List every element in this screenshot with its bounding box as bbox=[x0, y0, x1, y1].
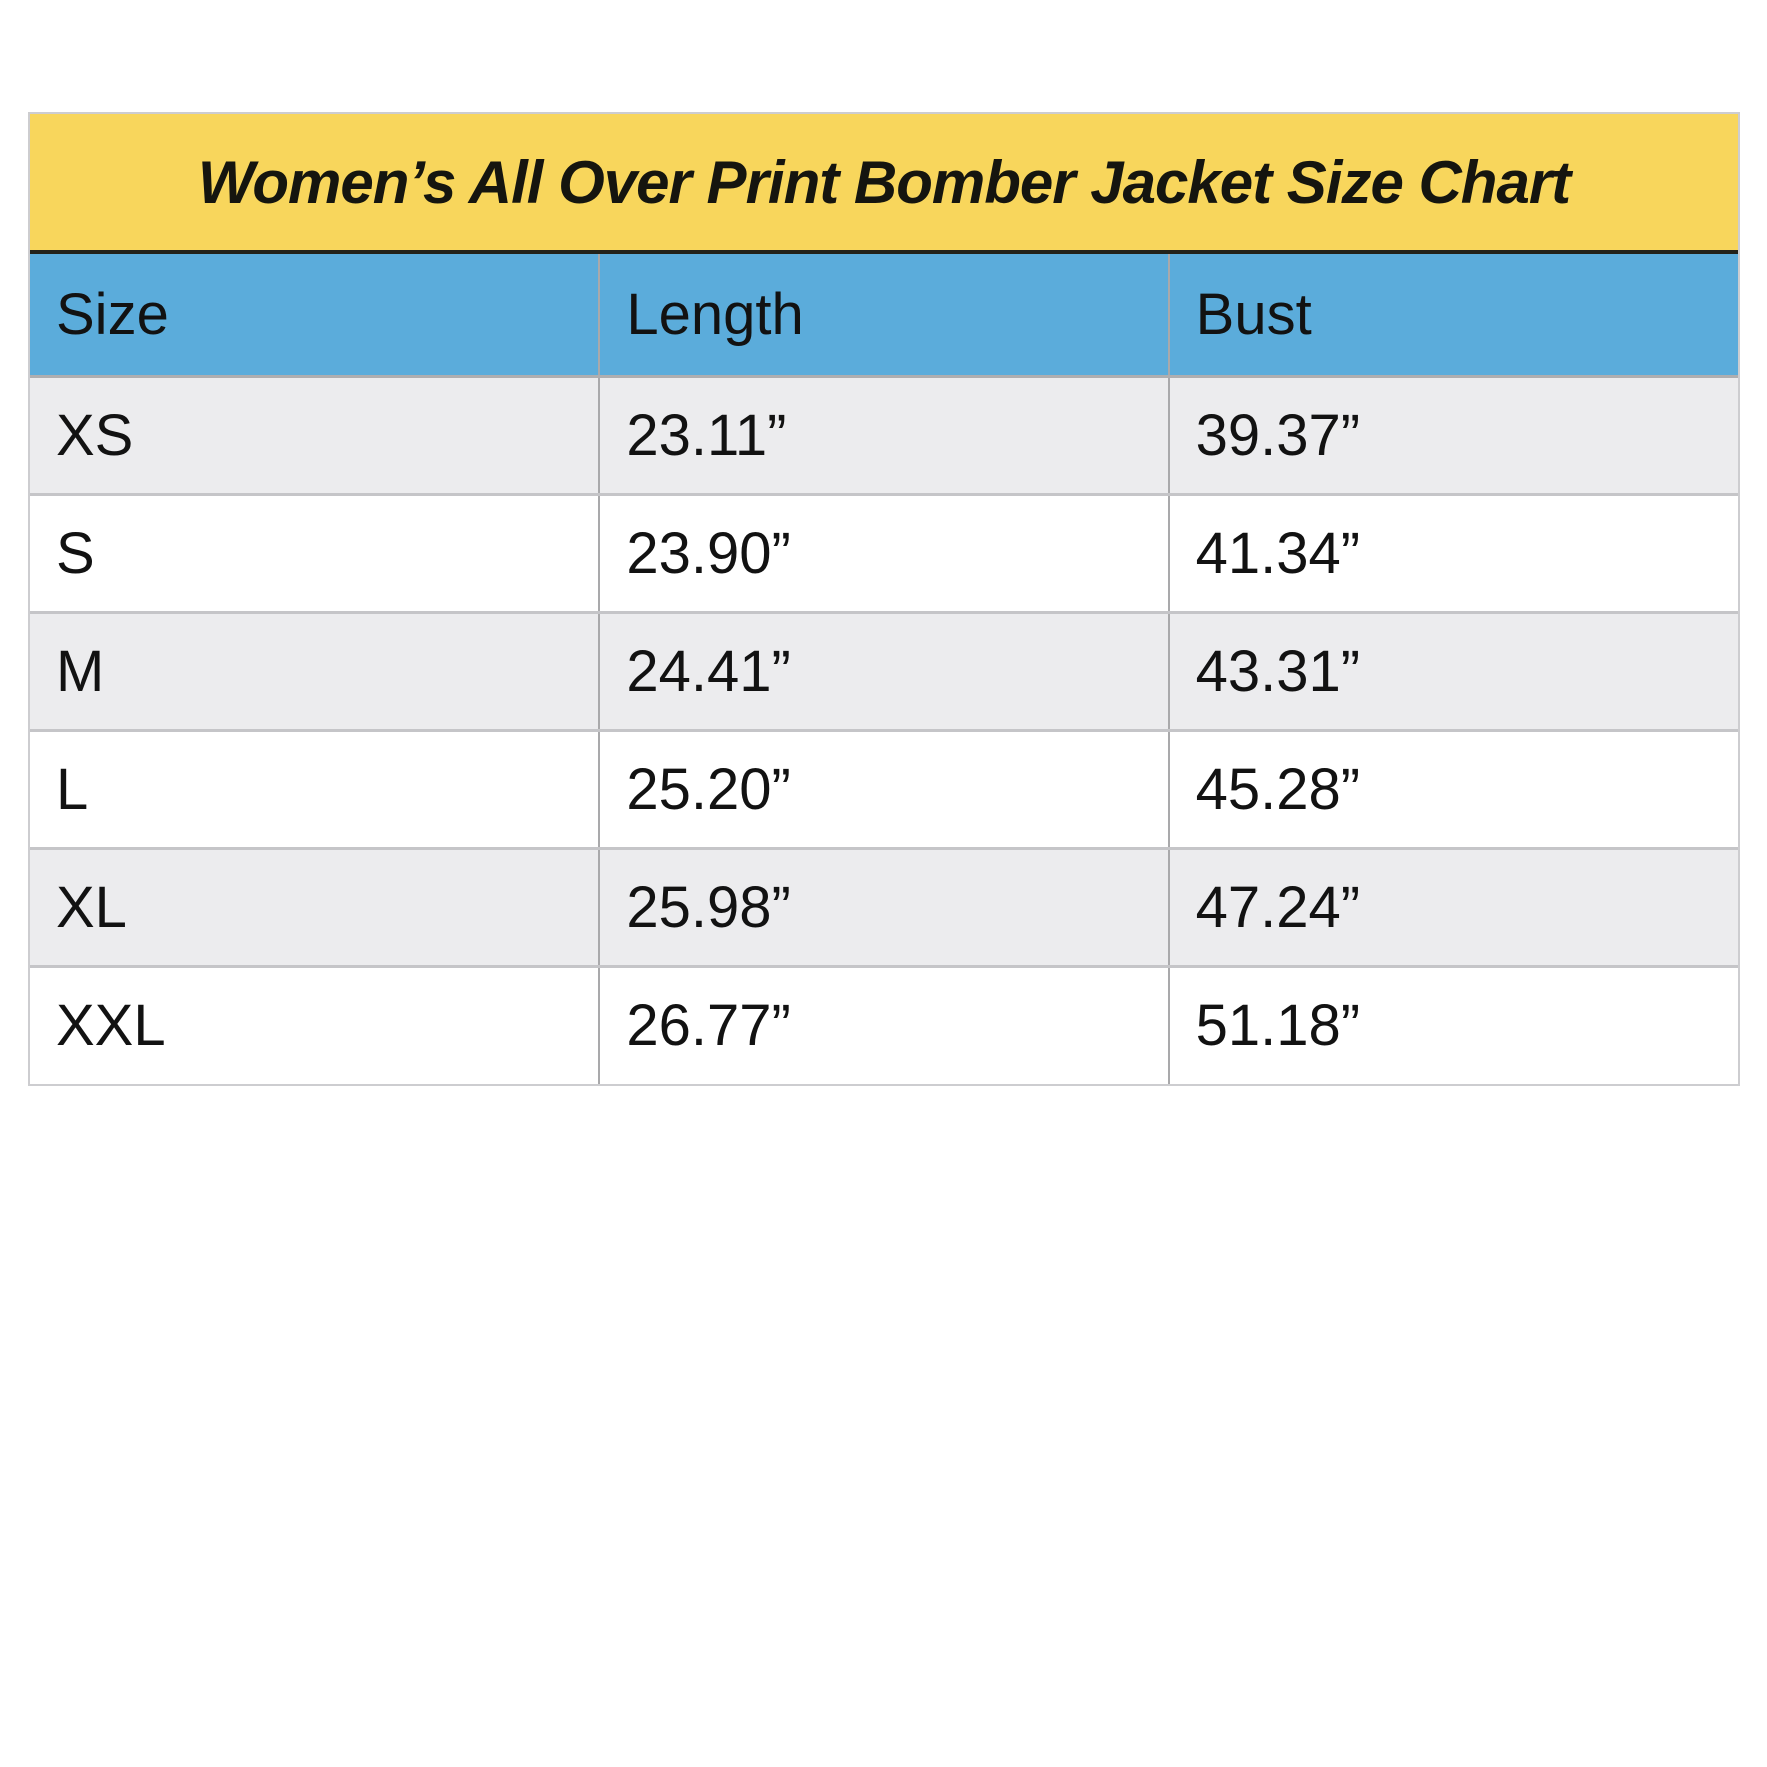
length-cell: 25.20” bbox=[599, 730, 1168, 848]
table-row bbox=[30, 612, 1738, 730]
chart-title: Women’s All Over Print Bomber Jacket Size Chart bbox=[197, 148, 1571, 216]
size-cell: XS bbox=[30, 376, 599, 494]
length-cell: 25.98” bbox=[599, 848, 1168, 966]
chart-title-bar bbox=[30, 114, 1738, 254]
table-row bbox=[30, 730, 1738, 848]
bust-cell: 43.31” bbox=[1169, 612, 1738, 730]
header-cell-length: Length bbox=[599, 254, 1168, 376]
table-header-row bbox=[30, 254, 1738, 376]
bust-cell: 47.24” bbox=[1169, 848, 1738, 966]
header-cell-bust: Bust bbox=[1169, 254, 1738, 376]
size-chart-table bbox=[30, 254, 1738, 1084]
length-cell: 24.41” bbox=[599, 612, 1168, 730]
size-cell: XXL bbox=[30, 966, 599, 1084]
size-cell: L bbox=[30, 730, 599, 848]
length-cell: 23.11” bbox=[599, 376, 1168, 494]
table-row bbox=[30, 494, 1738, 612]
bust-cell: 45.28” bbox=[1169, 730, 1738, 848]
size-cell: M bbox=[30, 612, 599, 730]
bust-cell: 41.34” bbox=[1169, 494, 1738, 612]
table-row bbox=[30, 848, 1738, 966]
bust-cell: 51.18” bbox=[1169, 966, 1738, 1084]
size-cell: S bbox=[30, 494, 599, 612]
size-chart-card bbox=[28, 112, 1740, 1086]
size-cell: XL bbox=[30, 848, 599, 966]
table-row bbox=[30, 376, 1738, 494]
header-cell-size: Size bbox=[30, 254, 599, 376]
length-cell: 23.90” bbox=[599, 494, 1168, 612]
length-cell: 26.77” bbox=[599, 966, 1168, 1084]
table-row bbox=[30, 966, 1738, 1084]
bust-cell: 39.37” bbox=[1169, 376, 1738, 494]
